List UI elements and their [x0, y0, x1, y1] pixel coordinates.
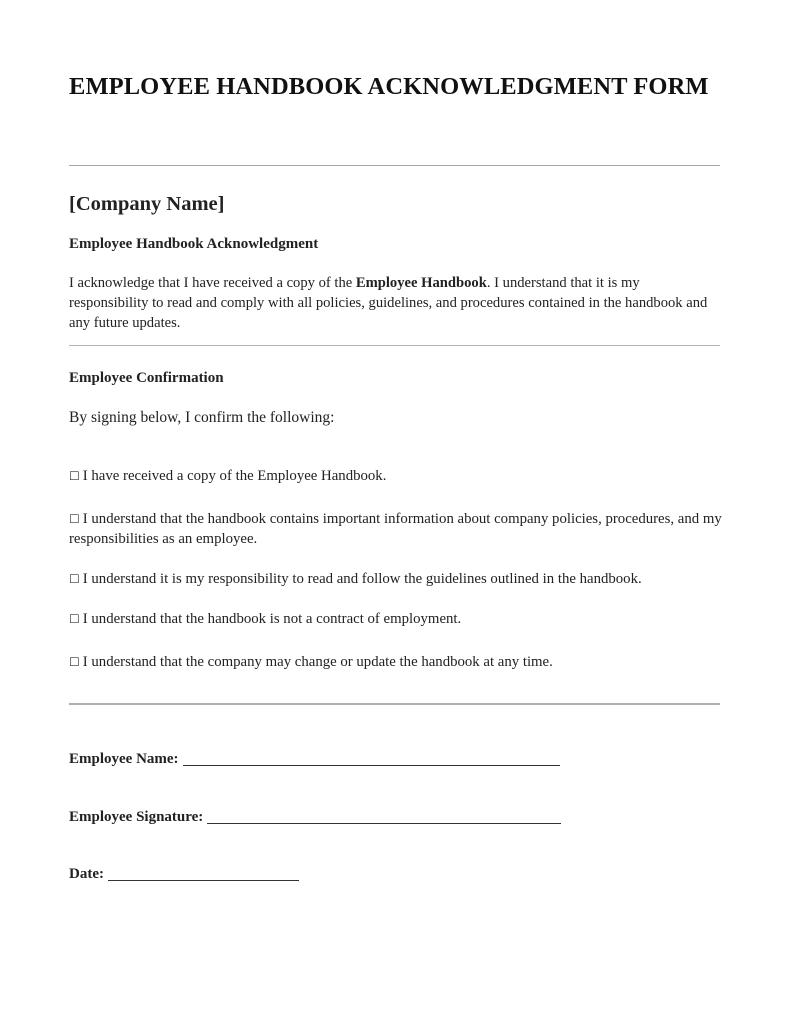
confirmation-item — [69, 609, 724, 629]
acknowledgment-text-before: I acknowledge that I have received a copy of the — [69, 275, 356, 291]
acknowledgment-paragraph — [69, 273, 719, 333]
confirmation-item — [69, 652, 724, 672]
confirmation-item-text: I understand it is my responsibility to read and follow the guidelines outlined in the handbook. — [82, 571, 642, 587]
title-divider — [69, 165, 720, 166]
acknowledgment-text-after: . I understand that it is my responsibility to read and comply with all policies, guidelines, and procedures contained in the handbook and any future updates. — [69, 275, 708, 331]
confirmation-lead: By signing below, I confirm the following: — [69, 409, 335, 426]
checkbox[interactable]: ☐ — [69, 612, 80, 626]
acknowledgment-heading: Employee Handbook Acknowledgment — [69, 236, 319, 252]
employee-name-input[interactable] — [183, 765, 560, 766]
employee-name-label: Employee Name: — [69, 751, 179, 767]
employee-signature-input[interactable] — [207, 823, 561, 824]
checkbox[interactable]: ☐ — [69, 655, 80, 669]
handbook-name: Employee Handbook — [355, 275, 487, 291]
date-input[interactable] — [108, 880, 299, 881]
company-name: [Company Name] — [69, 193, 225, 215]
confirmation-item — [69, 569, 724, 589]
date-label: Date: — [69, 866, 104, 882]
page-title: EMPLOYEE HANDBOOK ACKNOWLEDGMENT FORM — [69, 73, 709, 100]
confirmation-item-text: I understand that the company may change or update the handbook at any time. — [82, 654, 553, 670]
confirmation-heading: Employee Confirmation — [69, 370, 224, 386]
checkbox[interactable]: ☐ — [69, 572, 80, 586]
confirmation-item-text: I understand that the handbook is not a contract of employment. — [82, 611, 462, 627]
checkbox[interactable]: ☐ — [69, 512, 80, 526]
acknowledgment-divider — [69, 345, 720, 346]
confirmation-divider — [69, 703, 720, 705]
employee-signature-label: Employee Signature: — [69, 809, 204, 825]
employee-name-field — [69, 751, 560, 768]
confirmation-item — [69, 509, 724, 549]
date-field — [69, 866, 299, 883]
checkbox[interactable]: ☐ — [69, 469, 80, 483]
confirmation-item-text: I have received a copy of the Employee Handbook. — [82, 468, 387, 484]
confirmation-item-text: I understand that the handbook contains important information about company policies, procedures, and my responsibilities as an employee. — [69, 511, 722, 547]
confirmation-item — [69, 466, 724, 486]
employee-signature-field — [69, 809, 561, 826]
